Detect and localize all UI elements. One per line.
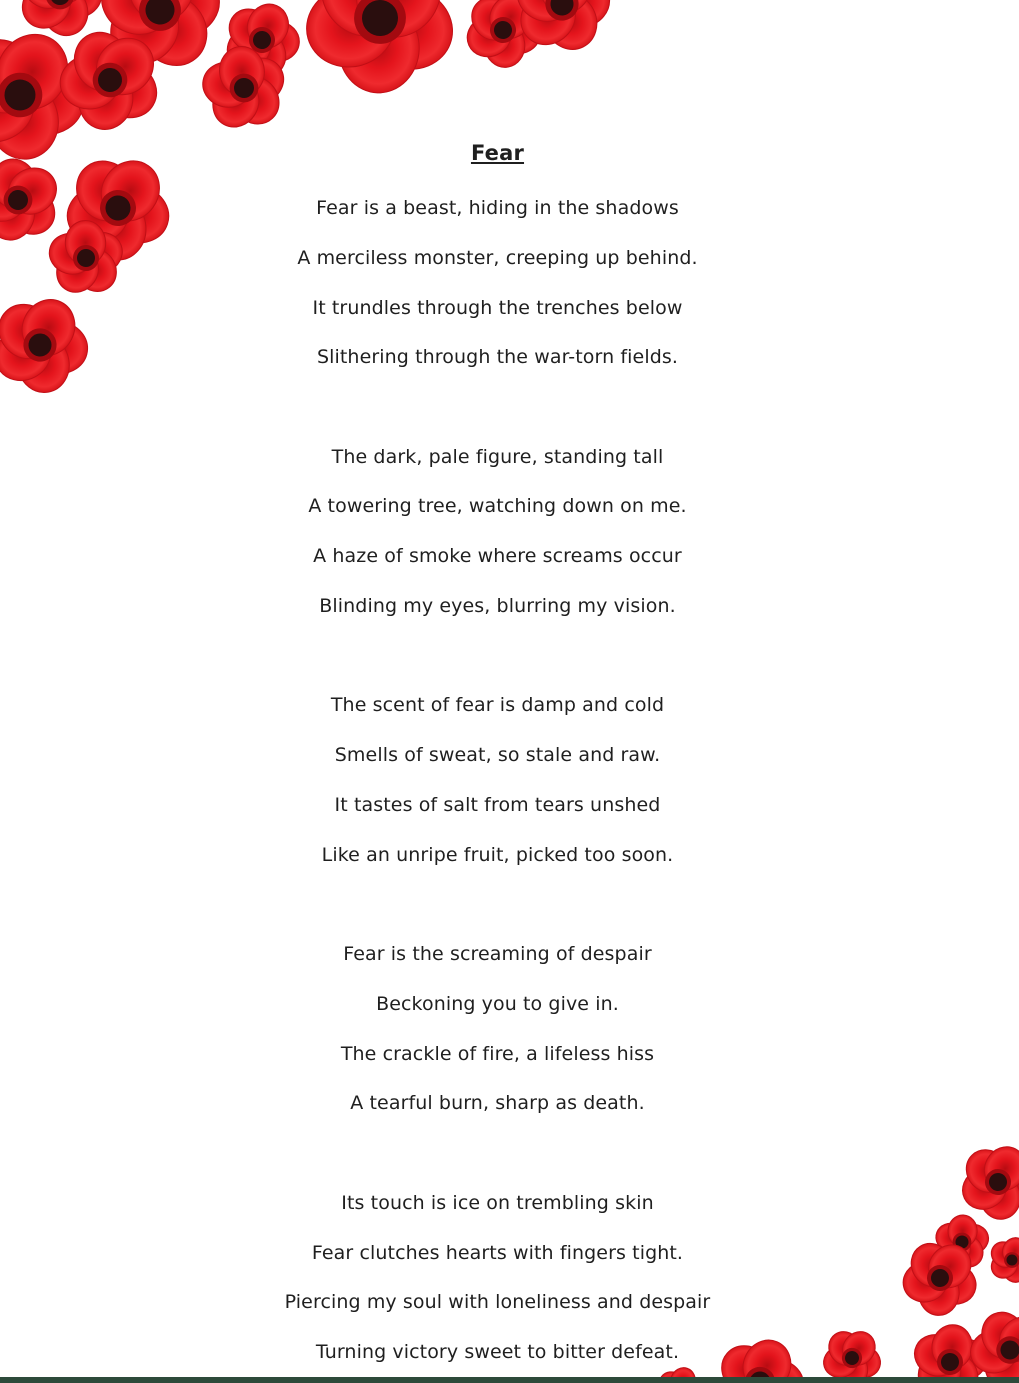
poppy-ring: [21, 326, 58, 363]
poppy-center: [102, 192, 134, 224]
poppy-petal: [917, 1269, 960, 1316]
poppy-petal: [535, 0, 596, 17]
poppy-petal: [72, 226, 128, 279]
poppy-ring: [134, 0, 185, 36]
poppy-petal: [13, 332, 74, 397]
poppy-flower: [216, 0, 303, 85]
poppy-petal: [2, 59, 90, 141]
poppy-petal: [926, 1257, 982, 1311]
poppy-petal: [204, 70, 267, 135]
poppy-ring: [0, 180, 38, 221]
poppy-petal: [977, 1172, 1019, 1222]
poppy-flower: [986, 1234, 1019, 1285]
poppy-petal: [990, 1308, 1019, 1371]
poppy-petal: [986, 1247, 1019, 1283]
poppy-ring: [935, 1347, 965, 1377]
poppy-ring: [86, 56, 133, 103]
poppy-petal: [100, 178, 176, 250]
poppy-petal: [60, 178, 136, 250]
poppy-petal: [819, 1341, 862, 1382]
poppy-petal: [947, 1230, 989, 1273]
poppy-petal: [220, 19, 279, 77]
poppy-petal: [482, 21, 527, 70]
poppy-petal: [956, 1161, 1014, 1217]
poem: [240, 134, 755, 1378]
poem-line: Fear is a beast, hiding in the shadows: [316, 197, 679, 219]
poppy-flower: [925, 1206, 996, 1279]
poppy-petal: [89, 149, 171, 232]
poppy-petal: [463, 0, 523, 49]
poppy-petal: [974, 1305, 1019, 1365]
poppy-flower: [33, 4, 181, 154]
poppy-petal: [822, 1325, 868, 1372]
poppy-petal: [549, 0, 613, 31]
poppy-petal: [52, 0, 102, 17]
poppy-ring: [95, 185, 140, 230]
poem-line: A haze of smoke where screams occur: [313, 545, 682, 568]
poppy-center: [4, 186, 32, 214]
poppy-center: [252, 30, 272, 50]
poem-line: Piercing my soul with loneliness and despair: [284, 1291, 711, 1314]
poppy-petal: [899, 1257, 952, 1307]
poppy-center: [954, 1234, 970, 1250]
poppy-petal: [1008, 1248, 1019, 1273]
poppy-petal: [932, 1219, 973, 1258]
poppy-center: [988, 1172, 1009, 1193]
poppy-ring: [983, 1167, 1013, 1197]
poem-line: A towering tree, watching down on me.: [308, 495, 687, 518]
poppy-flower: [901, 1314, 994, 1383]
bottom-rule: [0, 1377, 1019, 1383]
poppy-center: [27, 332, 53, 358]
poem-title: Fear: [470, 141, 525, 165]
poppy-petal: [97, 0, 193, 77]
poem-line: It tastes of salt from tears unshed: [334, 793, 661, 816]
poppy-petal: [0, 184, 42, 247]
poem-line: The scent of fear is damp and cold: [330, 694, 665, 717]
poppy-petal: [13, 0, 79, 18]
poppy-petal: [993, 1328, 1019, 1383]
poppy-petal: [0, 159, 65, 223]
poppy-petal: [999, 1234, 1019, 1267]
poppy-petal: [987, 1161, 1019, 1209]
poppy-center: [50, 0, 70, 5]
poppy-flower: [949, 1289, 1019, 1383]
poppy-petal: [0, 154, 42, 213]
poppy-petal: [0, 25, 54, 128]
poppy-flower: [949, 1133, 1019, 1229]
poppy-center: [843, 1349, 861, 1367]
poppy-ring: [0, 69, 46, 121]
poppy-petal: [0, 318, 60, 390]
poppy-petal: [977, 1139, 1019, 1197]
poppy-ring: [248, 26, 276, 54]
poem-line: Turning victory sweet to bitter defeat.: [315, 1341, 680, 1364]
stanza: [240, 930, 755, 1129]
poppy-petal: [461, 9, 518, 64]
poppy-petal: [999, 1252, 1019, 1285]
poppy-petal: [482, 0, 539, 46]
poppy-flower: [13, 0, 101, 42]
poppy-ring: [347, 0, 413, 51]
poppy-petal: [510, 0, 587, 56]
poppy-petal: [44, 228, 98, 279]
poppy-flower: [811, 1317, 890, 1383]
poppy-center: [357, 0, 403, 41]
poppy-petal: [986, 1237, 1019, 1273]
poppy-flower: [0, 11, 96, 177]
poppy-center: [142, 0, 178, 28]
poppy-ring: [991, 1331, 1019, 1368]
poppy-center: [2, 77, 38, 113]
stanza: [240, 681, 755, 880]
poppy-ring: [488, 15, 519, 46]
poppy-petal: [127, 0, 196, 23]
poppy-petal: [73, 65, 138, 134]
stanza: [240, 433, 755, 632]
poppy-ring: [543, 0, 580, 23]
poppy-petal: [953, 1221, 992, 1258]
poppy-petal: [36, 0, 94, 10]
poppy-petal: [140, 0, 226, 44]
poppy-petal: [920, 1236, 980, 1296]
poppy-flower: [501, 0, 617, 64]
poppy-petal: [222, 67, 289, 134]
poppy-flower: [32, 206, 135, 312]
poppy-flower: [44, 135, 185, 280]
poppy-petal: [241, 0, 296, 54]
poppy-petal: [297, 0, 405, 77]
poppy-petal: [65, 23, 138, 99]
poppy-petal: [58, 52, 123, 112]
poppy-flower: [885, 1223, 990, 1330]
poppy-petal: [947, 1214, 978, 1248]
poppy-center: [928, 1266, 951, 1289]
poppy-petal: [199, 58, 256, 111]
poem-line: It trundles through the trenches below: [312, 296, 683, 319]
poppy-flower: [182, 28, 301, 150]
poppy-petal: [353, 0, 464, 81]
stanza: [240, 184, 755, 383]
poppy-petal: [337, 2, 421, 94]
poem-line: The crackle of fire, a lifeless hiss: [340, 1042, 655, 1065]
poem-line: Fear clutches hearts with fingers tight.: [311, 1241, 684, 1264]
poppy-petal: [227, 50, 291, 112]
poppy-petal: [958, 1141, 1018, 1201]
poem-line: A merciless monster, creeping up behind.: [297, 246, 698, 269]
poppy-center: [1007, 1255, 1018, 1266]
poppy-ring: [1004, 1252, 1019, 1268]
poppy-petal: [241, 28, 290, 81]
poppy-petal: [13, 291, 84, 365]
poppy-ring: [69, 241, 102, 274]
poppy-center: [549, 0, 575, 17]
poem-line: Fear is the screaming of despair: [343, 943, 652, 966]
poppy-petal: [0, 293, 65, 370]
poppy-petal: [908, 1327, 966, 1383]
poppy-ring: [225, 69, 263, 107]
poppy-ring: [923, 1261, 957, 1295]
poppy-petal: [0, 178, 64, 244]
poem-line: The dark, pale figure, standing tall: [331, 445, 664, 468]
poppy-petal: [253, 19, 301, 63]
poppy-petal: [36, 0, 94, 42]
poppy-petal: [535, 0, 606, 58]
poppy-flower: [272, 0, 479, 122]
poppy-petal: [836, 1325, 882, 1372]
poppy-petal: [0, 175, 28, 223]
poppy-petal: [85, 27, 165, 107]
poppy-center: [492, 19, 513, 40]
poppy-petal: [492, 9, 544, 58]
poppy-petal: [13, 0, 79, 38]
poppy-petal: [27, 318, 91, 377]
poppy-flower: [453, 0, 548, 79]
poppy-flower: [0, 285, 95, 405]
poppy-petal: [221, 0, 281, 60]
poppy-ring: [46, 0, 75, 9]
poppy-petal: [65, 220, 107, 266]
poppy-petal: [968, 1328, 1019, 1375]
poppy-petal: [65, 150, 147, 233]
poppy-petal: [92, 0, 183, 45]
poppy-flower: [77, 0, 236, 93]
poppy-petal: [217, 44, 268, 99]
stanza: [240, 1179, 755, 1378]
poppy-petal: [903, 1236, 961, 1295]
poppy-ring: [950, 1230, 973, 1253]
poem-line: Blinding my eyes, blurring my vision.: [319, 595, 676, 618]
poem-line: Its touch is ice on trembling skin: [341, 1191, 654, 1214]
poppy-petal: [508, 0, 583, 31]
poem-line: Like an unripe fruit, picked too soon.: [321, 843, 674, 866]
poppy-petal: [90, 198, 146, 260]
poppy-petal: [0, 78, 63, 164]
poppy-petal: [0, 58, 46, 154]
poppy-center: [231, 75, 258, 102]
poppy-petal: [66, 240, 125, 300]
poppy-flower: [0, 134, 80, 262]
poem-line: A tearful burn, sharp as death.: [350, 1092, 645, 1115]
poppy-center: [997, 1337, 1019, 1363]
poem-line: Beckoning you to give in.: [376, 992, 619, 1015]
poppy-center: [74, 246, 97, 269]
poppy-petal: [305, 0, 422, 52]
poppy-center: [940, 1352, 961, 1373]
poppy-petal: [934, 1229, 977, 1272]
poppy-petal: [339, 0, 457, 54]
poppy-petal: [929, 1322, 975, 1372]
poppy-ring: [839, 1345, 864, 1370]
poppy-center: [94, 64, 127, 97]
poem-line: Smells of sweat, so stale and raw.: [334, 744, 661, 767]
poppy-petal: [48, 241, 106, 301]
poppy-petal: [88, 52, 167, 128]
poppy-petal: [842, 1341, 885, 1382]
poem-line: Slithering through the war-torn fields.: [316, 346, 679, 369]
poppy-petal: [126, 0, 220, 78]
poppy-petal: [939, 1336, 990, 1383]
poppy-petal: [0, 22, 81, 122]
